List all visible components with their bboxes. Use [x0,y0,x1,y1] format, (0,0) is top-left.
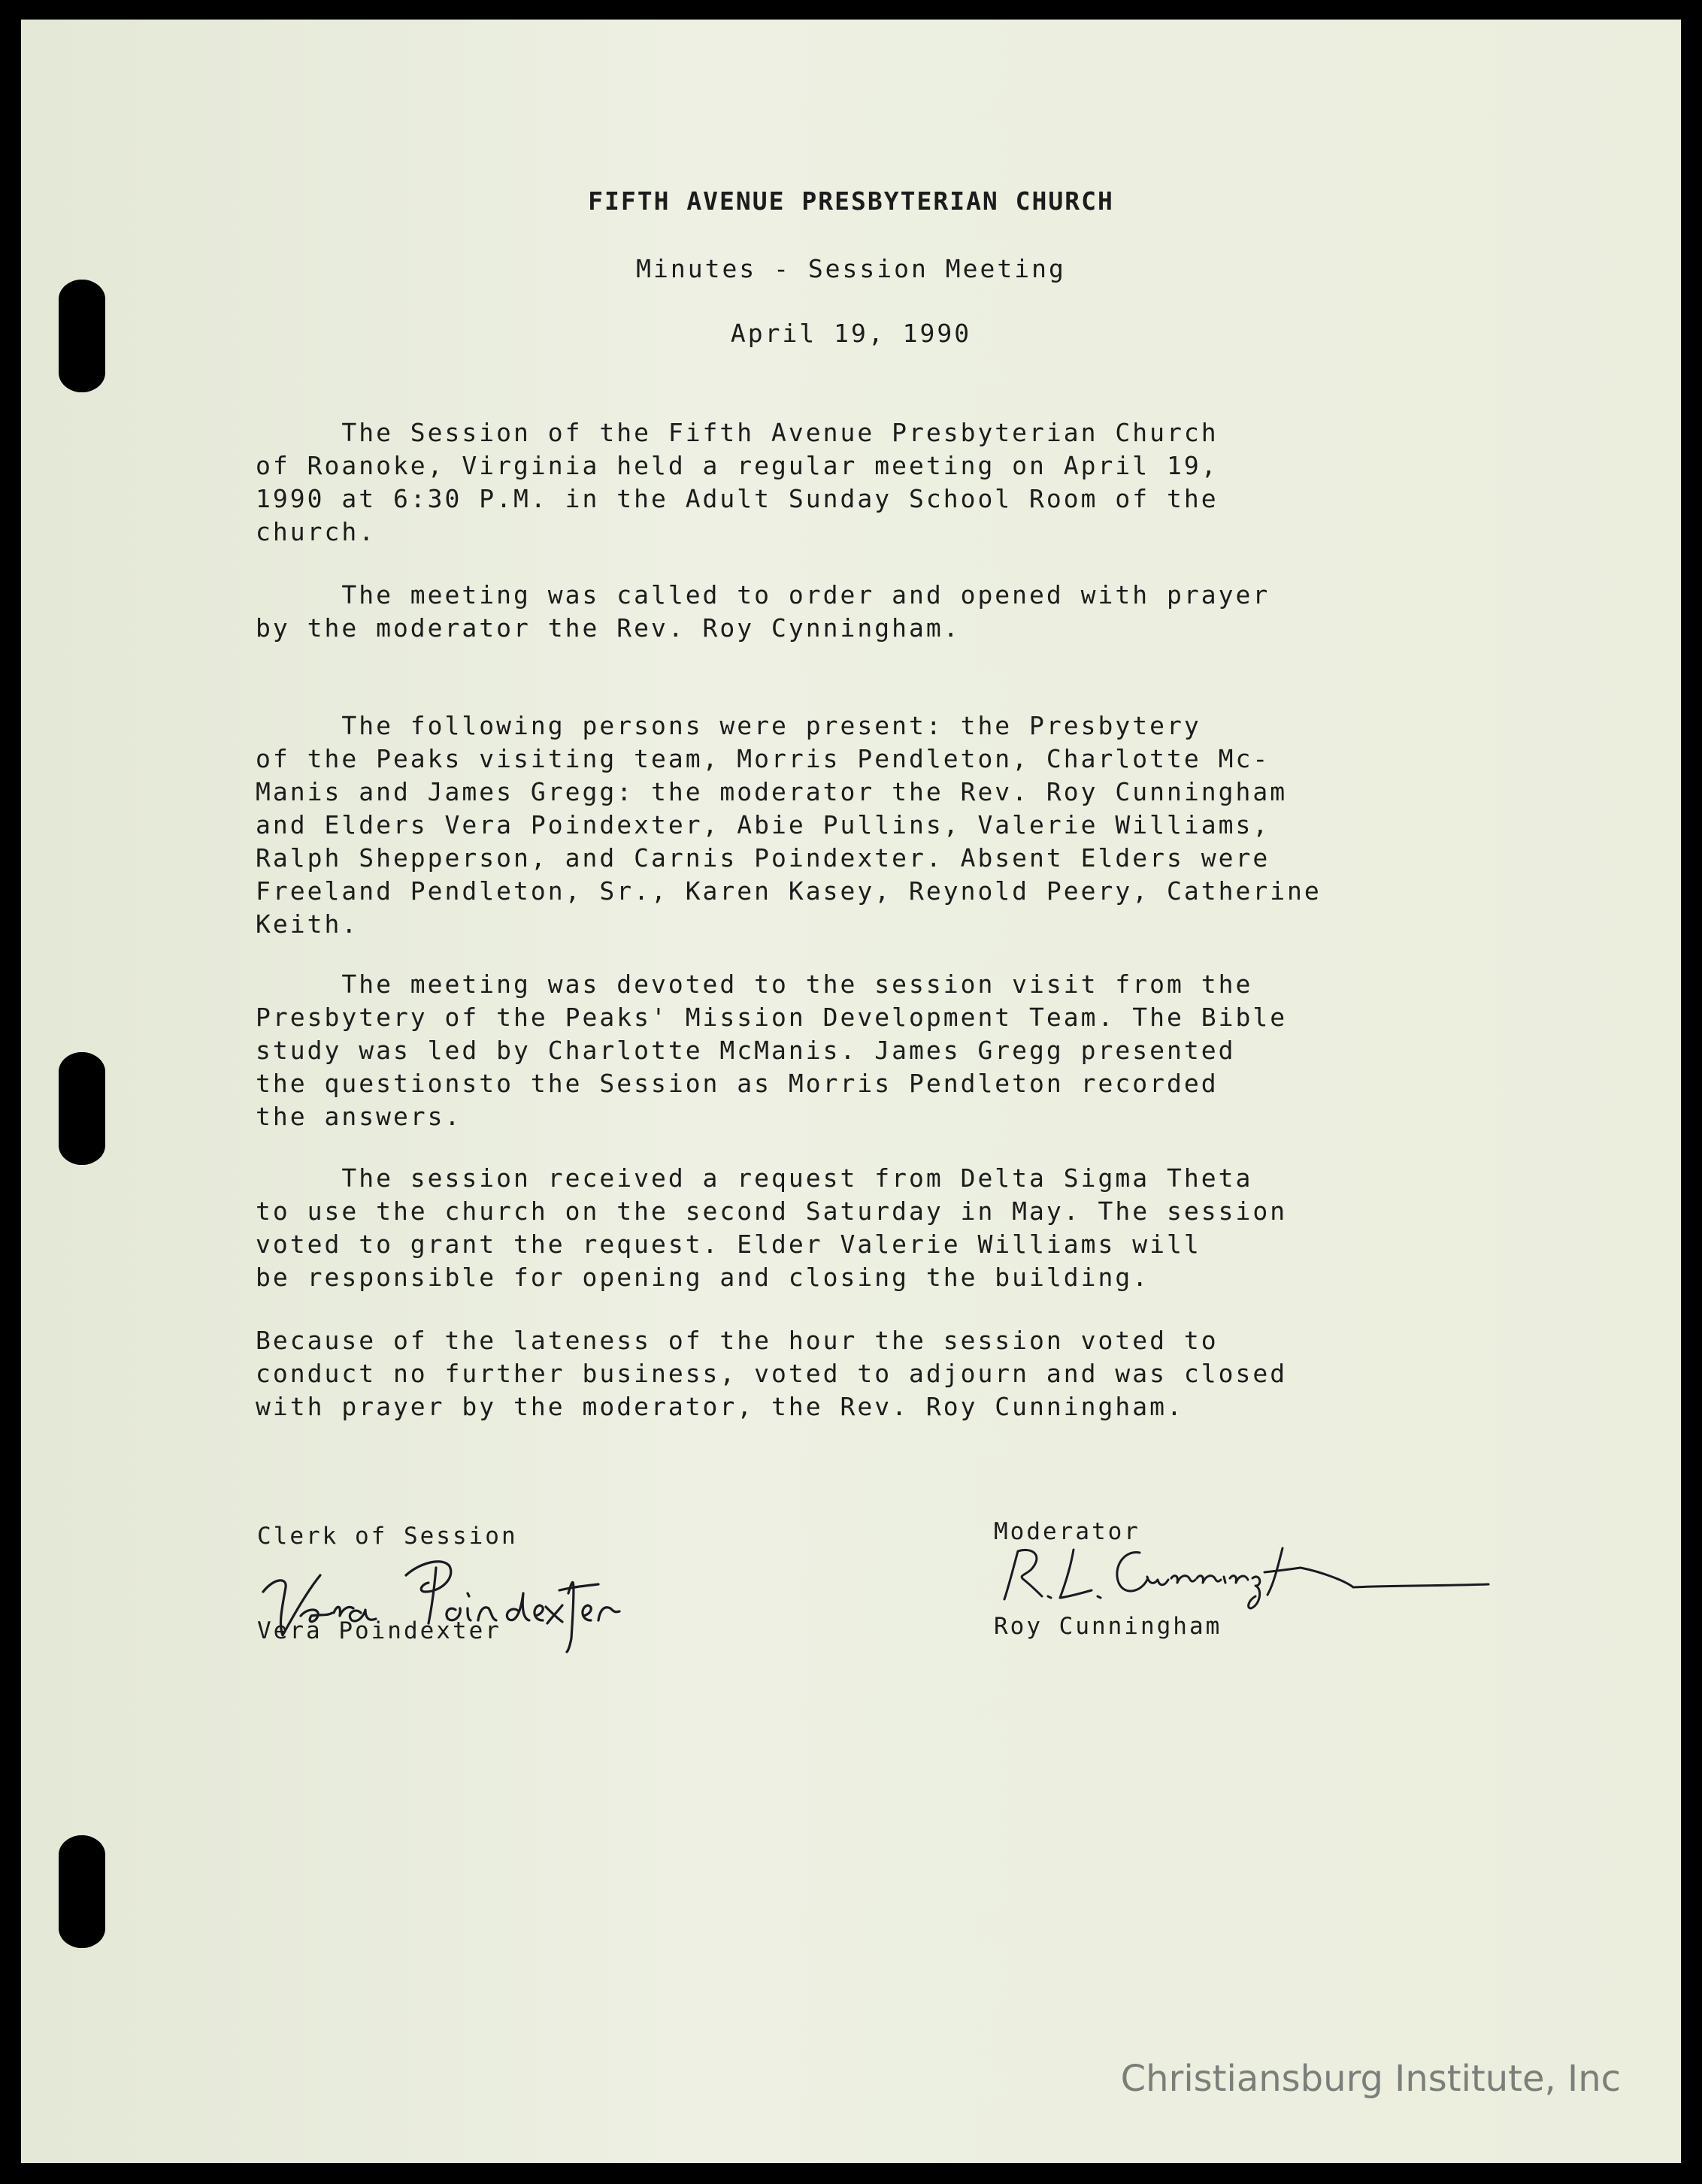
punch-hole-middle [59,1052,105,1165]
church-title: FIFTH AVENUE PRESBYTERIAN CHURCH [588,186,1114,216]
moderator-name: Roy Cunningham [994,1613,1222,1640]
clerk-signature [248,1503,669,1653]
paragraph-attendance: The following persons were present: the Presbytery of the Peaks visiting team, Morris Pendleton, Charlotte Mc- Manis and James Gregg: the moderator the Rev. Roy Cunningham and Elders Vera Poindexter, Abie Pullins, Valerie Williams, Ralph Shepperson, and Carnis Poindexter. Absent Elders were Freeland Pendleton, Sr., Karen Kasey, Reynold Peery, Catherine Keith. [256,711,1322,939]
paragraph-opening: The Session of the Fifth Avenue Presbyterian Church of Roanoke, Virginia held a regular meeting on April 19, 1990 at 6:30 P.M. in the Adult Sunday School Room of the church. [256,418,1219,546]
paragraph-request: The session received a request from Delta Sigma Theta to use the church on the second Saturday in May. The session voted to grant the request. Elder Valerie Williams will be responsible for opening and closing the building. [256,1163,1288,1292]
document-subtitle: Minutes - Session Meeting [636,254,1066,283]
paragraph-adjournment: Because of the lateness of the hour the session voted to conduct no further business, voted to adjourn and was closed with prayer by the moderator, the Rev. Roy Cunningham. [256,1326,1288,1421]
paragraph-call-to-order: The meeting was called to order and opened with prayer by the moderator the Rev. Roy Cynningham. [256,580,1270,643]
clerk-label: Clerk of Session [257,1523,518,1550]
punch-hole-bottom [59,1835,105,1948]
watermark: Christiansburg Institute, Inc [1120,2058,1621,2100]
paragraph-session-visit: The meeting was devoted to the session visit from the Presbytery of the Peaks' Mission Development Team. The Bible study was led by Charlotte McManis. James Gregg presented the questionsto the Session as Morris Pendleton recorded the answers. [256,969,1288,1131]
meeting-date: April 19, 1990 [730,319,972,348]
moderator-signature [992,1533,1519,1616]
moderator-label: Moderator [994,1518,1140,1545]
clerk-name: Vera Poindexter [257,1617,501,1644]
